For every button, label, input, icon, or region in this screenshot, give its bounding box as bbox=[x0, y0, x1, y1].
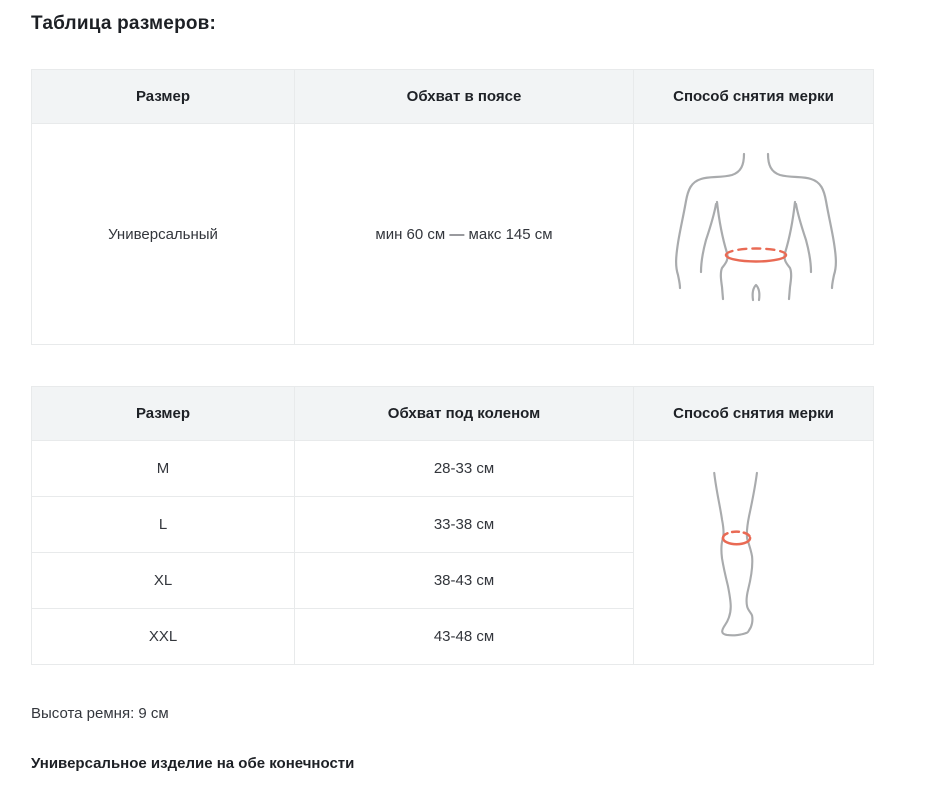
knee-size-table bbox=[31, 386, 874, 665]
leg-outline bbox=[714, 473, 757, 635]
knee-girth-m: 28-33 см bbox=[295, 441, 634, 497]
waist-size-value: Универсальный bbox=[32, 124, 295, 345]
knee-illustration-cell bbox=[634, 441, 874, 665]
waist-header-method: Способ снятия мерки bbox=[634, 70, 874, 124]
knee-header-method: Способ снятия мерки bbox=[634, 387, 874, 441]
universal-product-note: Универсальное изделие на обе конечности bbox=[31, 755, 355, 772]
torso-waist-measure-illustration bbox=[644, 124, 874, 344]
waist-table-header-row bbox=[32, 70, 874, 124]
waist-girth-value: мин 60 см — макс 145 см bbox=[295, 124, 634, 345]
page-title: Таблица размеров: bbox=[31, 13, 217, 34]
waist-header-size: Размер bbox=[32, 70, 295, 124]
waist-measuring-tape-ellipse bbox=[726, 249, 786, 262]
knee-size-xxl: XXL bbox=[32, 609, 295, 665]
waist-header-girth: Обхват в поясе bbox=[295, 70, 634, 124]
waist-illustration-cell bbox=[634, 124, 874, 345]
strap-height-note: Высота ремня: 9 см bbox=[31, 705, 169, 722]
knee-table-row-m bbox=[32, 441, 874, 497]
knee-girth-xl: 38-43 см bbox=[295, 553, 634, 609]
torso-outline bbox=[676, 154, 836, 300]
knee-girth-xxl: 43-48 см bbox=[295, 609, 634, 665]
knee-size-l: L bbox=[32, 497, 295, 553]
knee-header-girth: Обхват под коленом bbox=[295, 387, 634, 441]
knee-size-xl: XL bbox=[32, 553, 295, 609]
knee-girth-l: 33-38 см bbox=[295, 497, 634, 553]
waist-size-table bbox=[31, 69, 874, 345]
knee-table-header-row bbox=[32, 387, 874, 441]
leg-knee-measure-illustration bbox=[649, 441, 859, 664]
waist-table-row bbox=[32, 124, 874, 345]
knee-size-m: M bbox=[32, 441, 295, 497]
knee-header-size: Размер bbox=[32, 387, 295, 441]
